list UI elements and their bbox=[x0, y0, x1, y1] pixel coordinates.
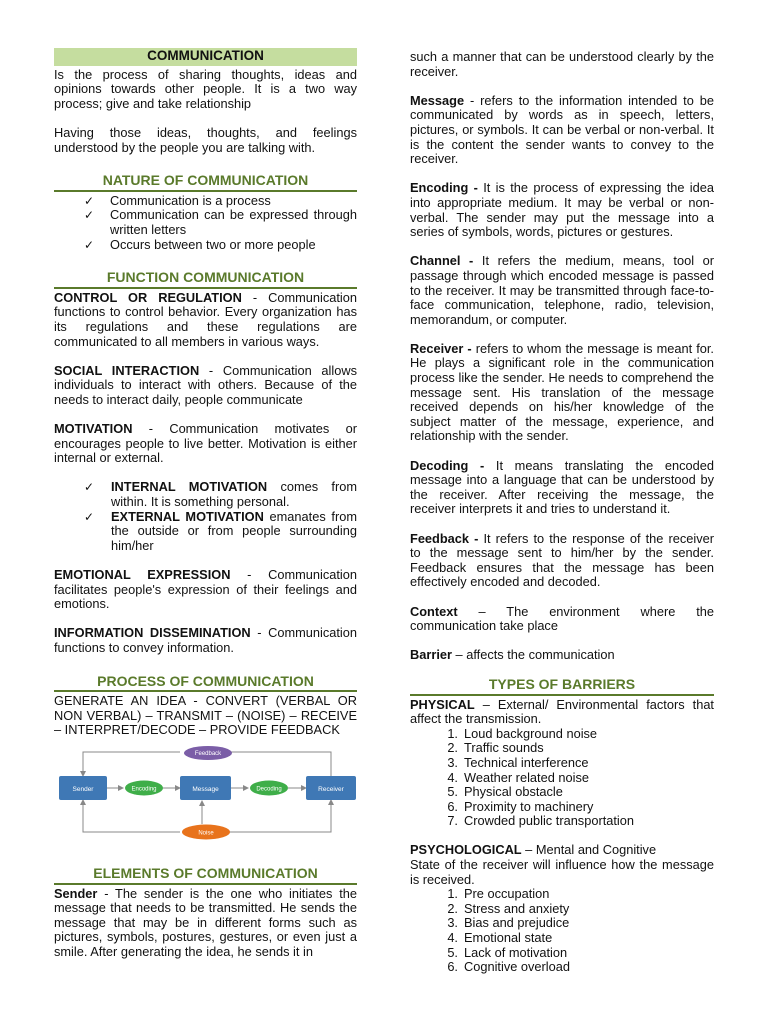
intro-paragraph: Is the process of sharing thoughts, ideas and opinions towards other people. It is a two way process; give and take relationship bbox=[54, 66, 357, 111]
left-column bbox=[54, 48, 357, 960]
page-title: COMMUNICATION bbox=[54, 48, 357, 66]
list-item: ✓ Occurs between two or more people bbox=[84, 236, 316, 252]
encoding-label: Encoding bbox=[131, 786, 157, 793]
channel-paragraph: Channel - It refers the medium, means, tool or passage through which encoded message is passed to the receiver. It may be transmitted through face-to-face communication, telephone, radio, television, memorandum, or computer. bbox=[410, 253, 714, 327]
barrier-paragraph: Barrier – affects the communication bbox=[410, 647, 615, 663]
list-item: ✓ EXTERNAL MOTIVATION emanates from the outside or from people surrounding him/her bbox=[84, 508, 357, 553]
motivation-list bbox=[54, 480, 357, 553]
intro-paragraph-2: Having those ideas, thoughts, and feelings understood by the people you are talking with. bbox=[54, 124, 357, 155]
decoding-label: Decoding bbox=[256, 786, 282, 793]
list-item: 3. Bias and prejudice bbox=[447, 915, 570, 931]
psychological-paragraph: PSYCHOLOGICAL – Mental and Cognitive bbox=[410, 842, 657, 858]
list-item: ✓ Communication is a process bbox=[84, 192, 271, 208]
sender-continued: such a manner that can be understood clearly by the receiver. bbox=[410, 49, 714, 79]
nature-heading: NATURE OF COMMUNICATION bbox=[54, 173, 357, 192]
communication-process-diagram bbox=[56, 748, 344, 848]
noise-label: Noise bbox=[198, 830, 214, 837]
receiver-paragraph: Receiver - refers to whom the message is meant for. He plays a significant role in the communication process like the sender. He needs to comprehend the message sent. His translation of the message received depends on his/her knowledge of the subject matter of the message, experience, and relationship with the sender. bbox=[410, 340, 714, 444]
encoding-paragraph: Encoding - It is the process of expressing the idea into appropriate medium. It may be verbal or non-verbal. The sender may put the message into a series of symbols, words, pictures or gestures. bbox=[410, 180, 715, 240]
info-paragraph: INFORMATION DISSEMINATION - Communication functions to convey information. bbox=[54, 625, 357, 655]
list-item: 4. Weather related noise bbox=[447, 769, 589, 785]
list-item: ✓ INTERNAL MOTIVATION comes from within. It is something personal. bbox=[84, 479, 357, 510]
list-item: 1. Loud background noise bbox=[447, 725, 598, 741]
sender-paragraph: Sender - The sender is the one who initiates the message that needs to be transmitted. He sends the message that may be in different forms such as pictures, symbols, postures, gestures, or even just a smile. After generating the idea, he sends it in bbox=[54, 885, 357, 959]
checkmark-icon: ✓ bbox=[84, 208, 95, 223]
list-item: 7. Crowded public transportation bbox=[447, 813, 635, 829]
noise-arrow bbox=[208, 800, 331, 832]
list-item: 2. Traffic sounds bbox=[447, 740, 544, 756]
psychological-description: State of the receiver will influence how the message is received. bbox=[410, 857, 714, 887]
barriers-heading: TYPES OF BARRIERS bbox=[410, 677, 714, 696]
feedback-paragraph: Feedback - It refers to the response of the receiver to the message sent to him/her by the sender. Feedback ensures that the message has been effectively encoded and decoded. bbox=[410, 530, 714, 590]
nature-list bbox=[54, 194, 357, 252]
function-heading: FUNCTION COMMUNICATION bbox=[54, 270, 357, 289]
feedback-arrow bbox=[83, 752, 180, 776]
right-column bbox=[410, 50, 714, 975]
physical-list bbox=[410, 727, 714, 829]
message-label: Message bbox=[192, 785, 219, 793]
elements-heading: ELEMENTS OF COMMUNICATION bbox=[54, 866, 357, 885]
process-heading: PROCESS OF COMMUNICATION bbox=[54, 674, 357, 693]
checkmark-icon: ✓ bbox=[84, 509, 95, 524]
control-paragraph: CONTROL OR REGULATION - Communication functions to control behavior. Every organization has its regulations and these regulations are communicated to all members in various ways. bbox=[54, 289, 357, 349]
message-paragraph: Message - refers to the information intended to be communicated by words as in speech, letters, pictures, or symbols. It can be verbal or non-verbal. It is the content the sender wants to convey to the receiver. bbox=[410, 92, 714, 167]
checkmark-icon: ✓ bbox=[84, 480, 95, 495]
context-paragraph: Context – The environment where the communication take place bbox=[410, 603, 714, 634]
social-paragraph: SOCIAL INTERACTION - Communication allows individuals to interact with others. Because of the needs to interact daily, people communicate bbox=[54, 362, 357, 407]
process-paragraph: GENERATE AN IDEA - CONVERT (VERBAL OR NON VERBAL) – TRANSMIT – (NOISE) – RECEIVE – INTERPRET/DECODE – PROVIDE FEEDBACK bbox=[54, 693, 357, 738]
physical-paragraph: PHYSICAL – External/ Environmental factors that affect the transmission. bbox=[410, 696, 714, 727]
list-item: 6. Proximity to machinery bbox=[447, 798, 594, 814]
list-item: ✓ Communication can be expressed through written letters bbox=[84, 207, 357, 237]
receiver-label: Receiver bbox=[318, 785, 344, 793]
checkmark-icon: ✓ bbox=[84, 237, 95, 252]
list-item: 4. Emotional state bbox=[447, 930, 553, 946]
list-item: 6. Cognitive overload bbox=[447, 959, 570, 975]
emotional-paragraph: EMOTIONAL EXPRESSION - Communication facilitates people's expression of their feelings and emotions. bbox=[54, 567, 357, 612]
list-item: 3. Technical interference bbox=[447, 754, 589, 770]
list-item: 5. Physical obstacle bbox=[447, 784, 563, 800]
list-item: 2. Stress and anxiety bbox=[447, 900, 570, 916]
sender-label: Sender bbox=[72, 785, 94, 793]
noise-arrow bbox=[83, 800, 180, 832]
list-item: 1. Pre occupation bbox=[447, 886, 550, 902]
decoding-paragraph: Decoding - It means translating the encoded message into a language that can be understood by the receiver. After receiving the message, the receiver interprets it and tries to understand it. bbox=[410, 457, 714, 517]
psychological-list bbox=[410, 887, 714, 975]
checkmark-icon: ✓ bbox=[84, 193, 95, 208]
feedback-label: Feedback bbox=[194, 750, 222, 757]
motivation-paragraph: MOTIVATION - Communication motivates or encourages people to live better. Motivation is either internal or external. bbox=[54, 421, 357, 466]
list-item: 5. Lack of motivation bbox=[447, 944, 568, 960]
